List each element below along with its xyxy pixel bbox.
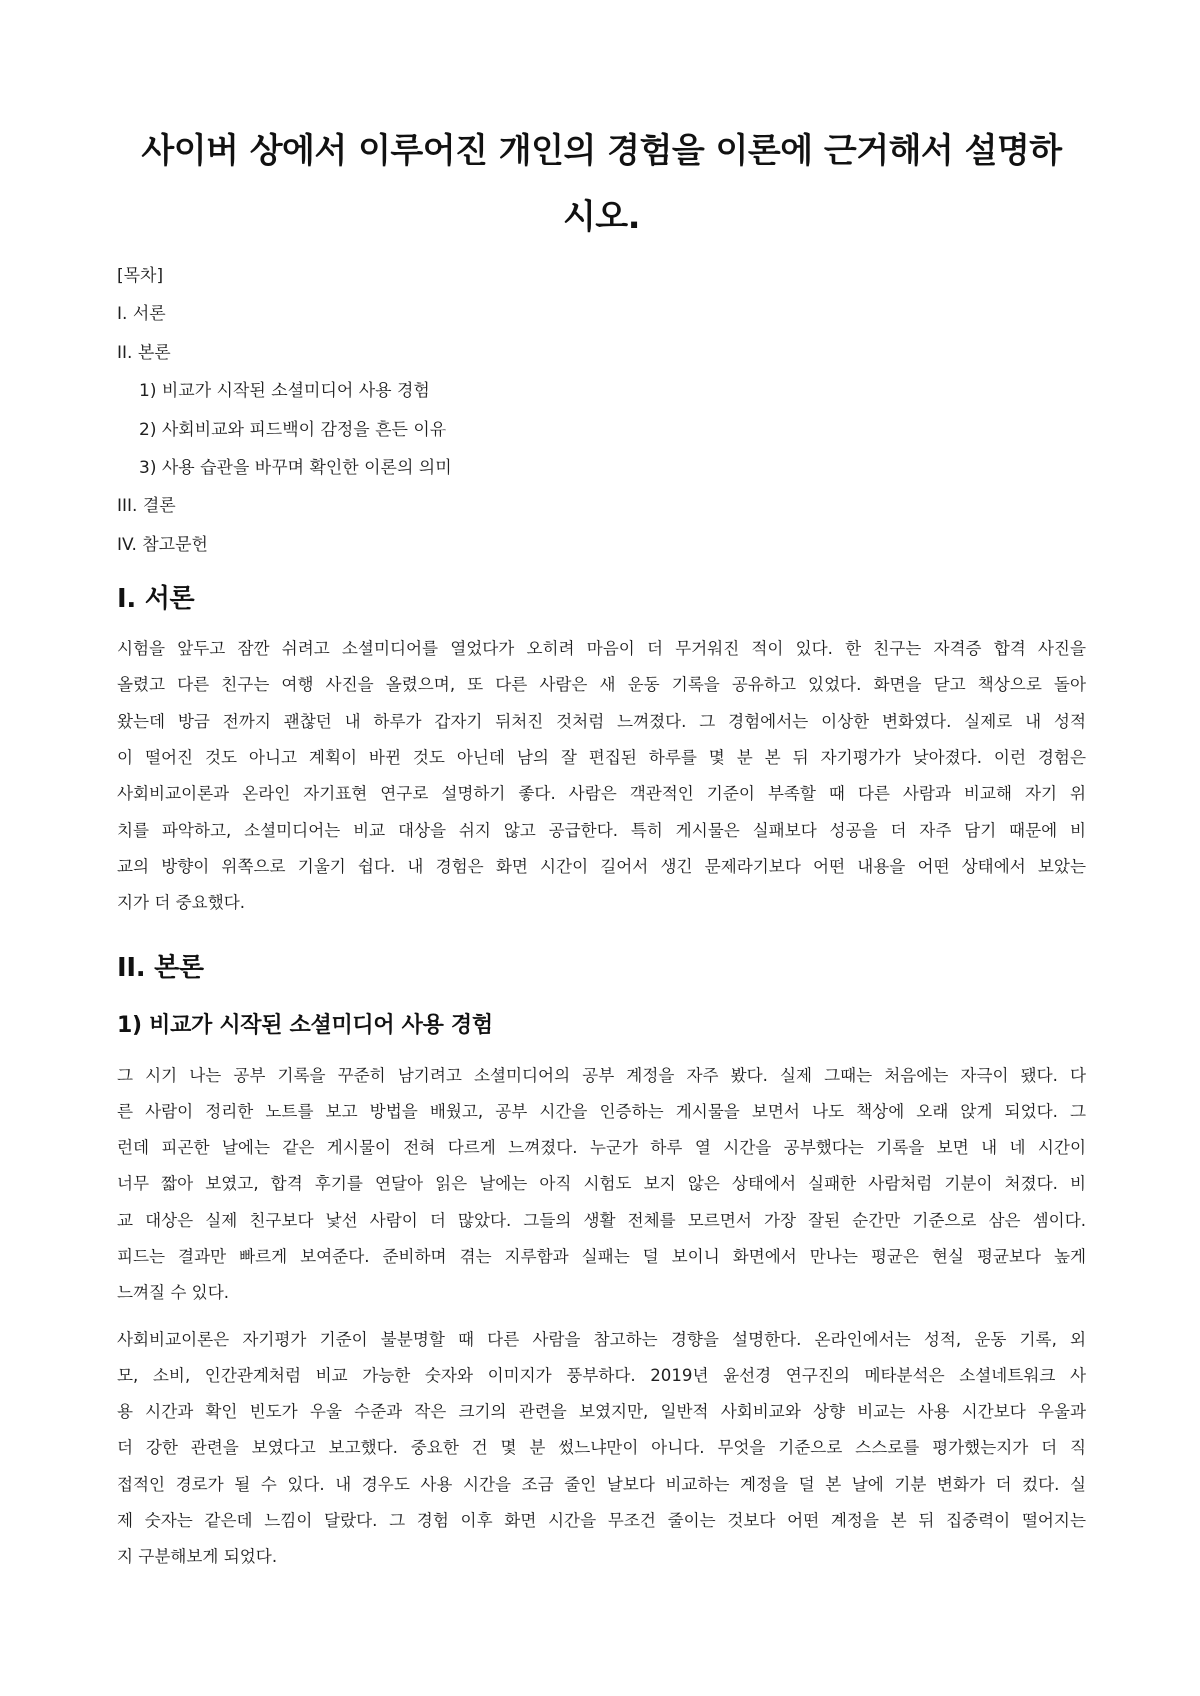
paragraph-line: 지 구분해보게 되었다. bbox=[117, 1547, 278, 1567]
paragraph-line: 용 시간과 확인 빈도가 우울 수준과 작은 크기의 관련을 보였지만, 일반적 사회비교와 상향 비교는 사용 시간보다 우울과 bbox=[117, 1402, 1086, 1422]
paragraph-line: 모, 소비, 인간관계처럼 비교 가능한 숫자와 이미지가 풍부하다. 2019년 윤선경 연구진의 메타분석은 소셜네트워크 사 bbox=[117, 1365, 1086, 1385]
paragraph-line: 느껴질 수 있다. bbox=[117, 1283, 230, 1303]
toc-item-body-2: 2) 사회비교와 피드백이 감정을 흔든 이유 bbox=[139, 419, 447, 440]
document-title-line1: 사이버 상에서 이루어진 개인의 경험을 이론에 근거해서 설명하 bbox=[141, 131, 1062, 171]
paragraph-line: 왔는데 방금 전까지 괜찮던 내 하루가 갑자기 뒤처진 것처럼 느껴졌다. 그 경험에서는 이상한 변화였다. 실제로 내 성적 bbox=[117, 711, 1086, 731]
paragraph-line: 사회비교이론은 자기평가 기준이 불분명할 때 다른 사람을 참고하는 경향을 설명한다. 온라인에서는 성적, 운동 기록, 외 bbox=[117, 1329, 1086, 1349]
toc-item-conclusion: III. 결론 bbox=[117, 496, 176, 517]
toc-heading: [목차] bbox=[117, 266, 164, 286]
paragraph-line: 너무 짧아 보였고, 합격 후기를 연달아 읽은 날에는 아직 시험도 보지 않은 상태에서 실패한 사람처럼 기분이 처졌다. 비 bbox=[117, 1174, 1086, 1194]
paragraph-line: 치를 파악하고, 소셜미디어는 비교 대상을 쉬지 않고 공급한다. 특히 게시물은 실패보다 성공을 더 자주 담기 때문에 비 bbox=[117, 820, 1086, 840]
toc-item-body-3: 3) 사용 습관을 바꾸며 확인한 이론의 의미 bbox=[139, 457, 452, 478]
document-title-line2: 시오. bbox=[562, 197, 641, 237]
section-heading-body: II. 본론 bbox=[117, 952, 204, 983]
paragraph-line: 그 시기 나는 공부 기록을 꾸준히 남기려고 소셜미디어의 공부 계정을 자주 봤다. 실제 그때는 처음에는 자극이 됐다. 다 bbox=[117, 1065, 1086, 1085]
paragraph-line: 지가 더 중요했다. bbox=[117, 893, 246, 913]
paragraph-line: 교 대상은 실제 친구보다 낯선 사람이 더 많았다. 그들의 생활 전체를 모르면서 가장 잘된 순간만 기준으로 삼은 셈이다. bbox=[117, 1210, 1086, 1230]
paragraph-line: 시험을 앞두고 잠깐 쉬려고 소셜미디어를 열었다가 오히려 마음이 더 무거워진 적이 있다. 한 친구는 자격증 합격 사진을 bbox=[117, 639, 1086, 659]
paragraph-line: 올렸고 다른 친구는 여행 사진을 올렸으며, 또 다른 사람은 새 운동 기록을 공유하고 있었다. 화면을 닫고 책상으로 돌아 bbox=[117, 675, 1086, 695]
paragraph-line: 른 사람이 정리한 노트를 보고 방법을 배웠고, 공부 시간을 인증하는 게시물을 보면서 나도 책상에 오래 앉게 되었다. 그 bbox=[117, 1101, 1086, 1121]
section-heading-intro: I. 서론 bbox=[117, 584, 195, 615]
paragraph-line: 런데 피곤한 날에는 같은 게시물이 전혀 다르게 느껴졌다. 누군가 하루 열 시간을 공부했다는 기록을 보면 내 네 시간이 bbox=[117, 1138, 1086, 1158]
intro-paragraph bbox=[117, 631, 1086, 921]
subsection-heading-1: 1) 비교가 시작된 소셜미디어 사용 경험 bbox=[117, 1012, 493, 1038]
body-paragraph-2 bbox=[117, 1322, 1086, 1576]
paragraph-line: 교의 방향이 위쪽으로 기울기 쉽다. 내 경험은 화면 시간이 길어서 생긴 문제라기보다 어떤 내용을 어떤 상태에서 보았는 bbox=[117, 856, 1086, 876]
toc-item-body: II. 본론 bbox=[117, 342, 171, 363]
document-title bbox=[117, 118, 1086, 250]
paragraph-line: 접적인 경로가 될 수 있다. 내 경우도 사용 시간을 조금 줄인 날보다 비교하는 계정을 덜 본 날에 기분 변화가 더 컸다. 실 bbox=[117, 1474, 1086, 1494]
toc-item-body-1: 1) 비교가 시작된 소셜미디어 사용 경험 bbox=[139, 381, 430, 402]
table-of-contents bbox=[117, 264, 1086, 571]
paragraph-line: 사회비교이론과 온라인 자기표현 연구로 설명하기 좋다. 사람은 객관적인 기준이 부족할 때 다른 사람과 비교해 자기 위 bbox=[117, 784, 1086, 804]
toc-item-intro: I. 서론 bbox=[117, 304, 166, 325]
paragraph-line: 더 강한 관련을 보였다고 보고했다. 중요한 건 몇 분 썼느냐만이 아니다. 무엇을 기준으로 스스로를 평가했는지가 더 직 bbox=[117, 1438, 1086, 1458]
paragraph-line: 피드는 결과만 빠르게 보여준다. 준비하며 겪는 지루함과 실패는 덜 보이니 화면에서 만나는 평균은 현실 평균보다 높게 bbox=[117, 1246, 1086, 1266]
body-paragraph-1 bbox=[117, 1058, 1086, 1312]
toc-item-references: IV. 참고문헌 bbox=[117, 534, 208, 555]
paragraph-line: 제 숫자는 같은데 느낌이 달랐다. 그 경험 이후 화면 시간을 무조건 줄이는 것보다 어떤 계정을 본 뒤 집중력이 떨어지는 bbox=[117, 1511, 1086, 1531]
paragraph-line: 이 떨어진 것도 아니고 계획이 바뀐 것도 아닌데 남의 잘 편집된 하루를 몇 분 본 뒤 자기평가가 낮아졌다. 이런 경험은 bbox=[117, 748, 1086, 768]
